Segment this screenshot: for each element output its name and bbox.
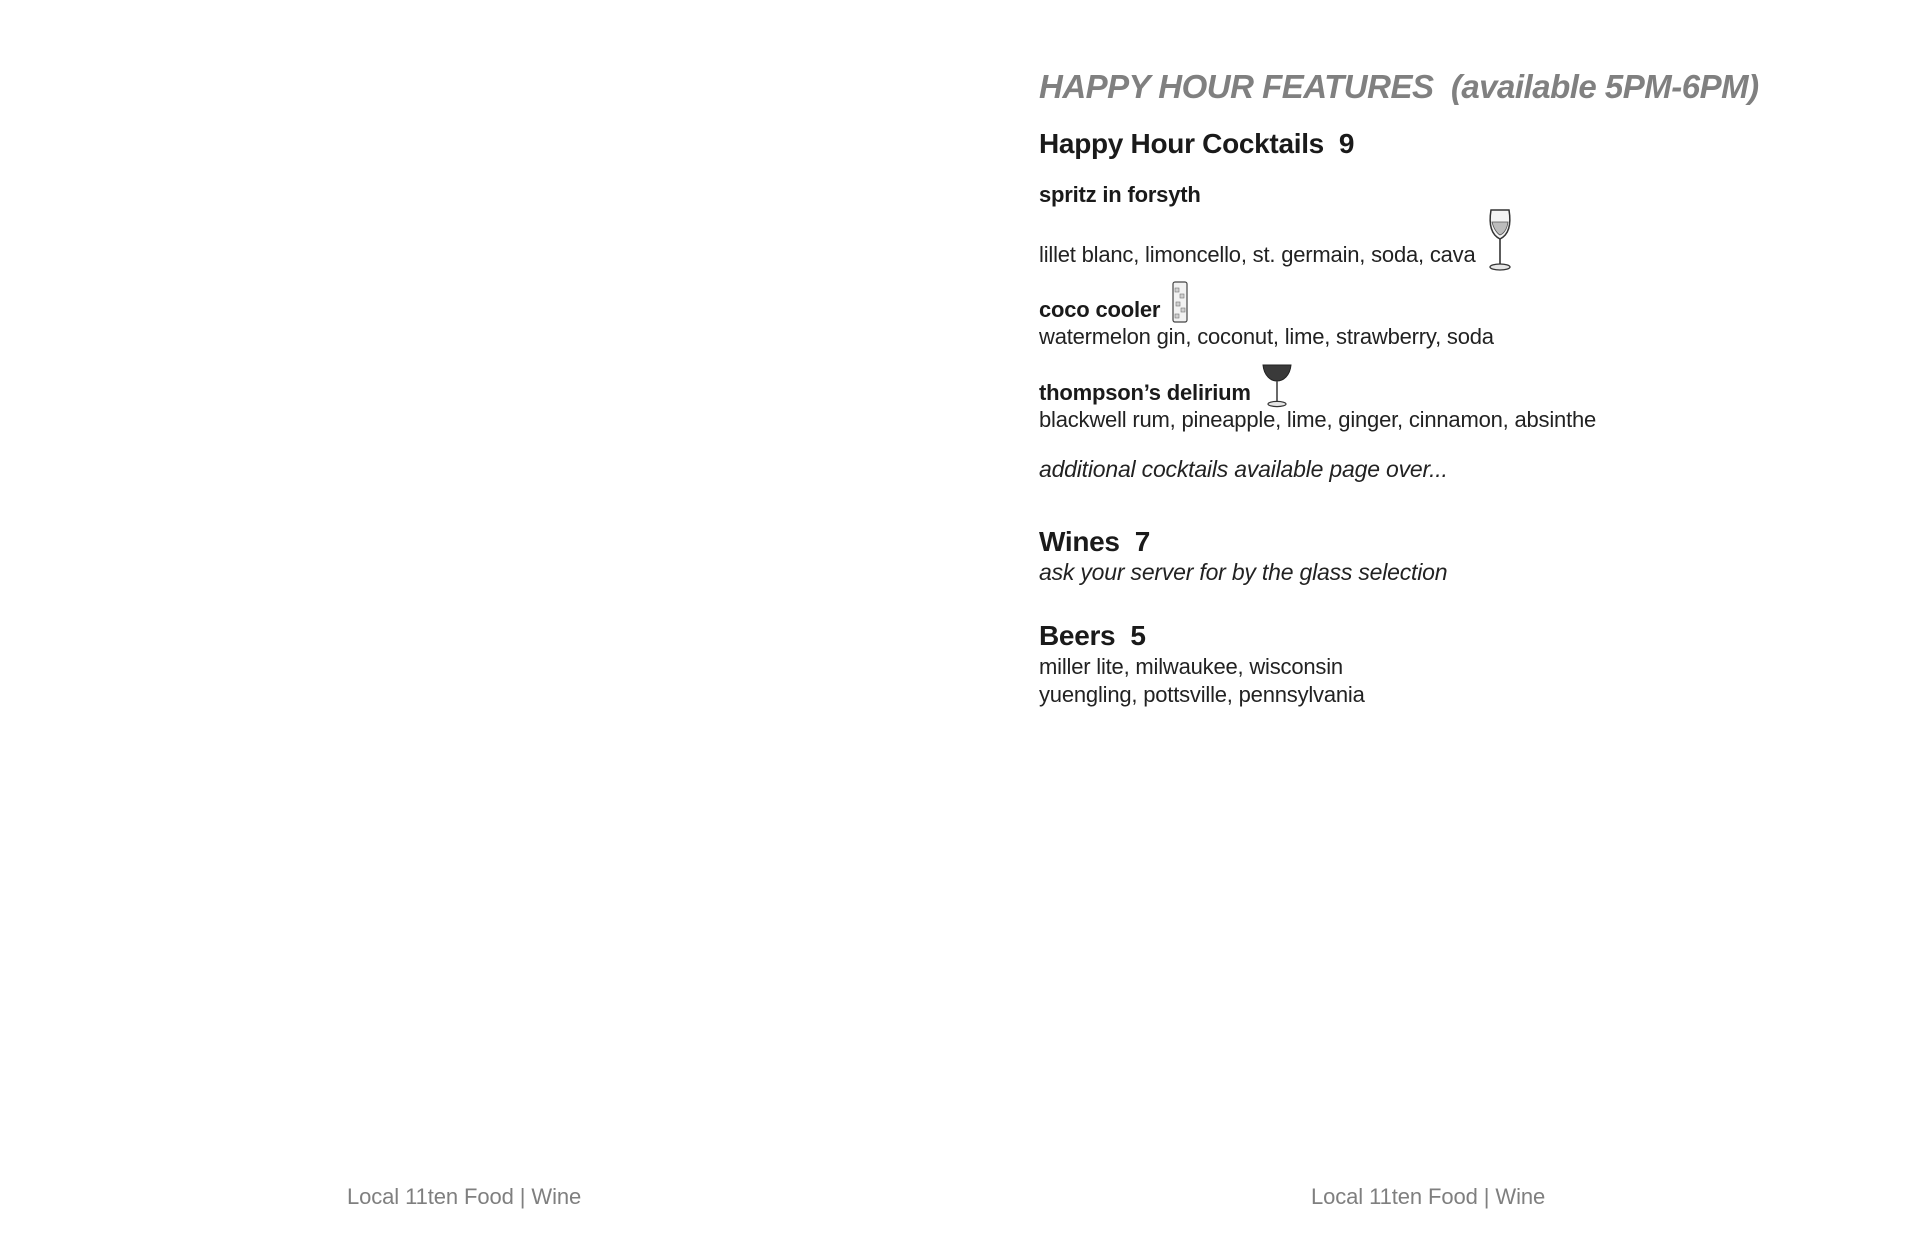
beers-heading-label: Beers [1039,620,1116,651]
cocktail-item [1039,280,1799,350]
cocktail-description-row [1039,208,1799,268]
beer-item: miller lite, milwaukee, wisconsin [1039,654,1343,679]
beers-price: 5 [1130,620,1146,651]
wines-note: ask your server for by the glass selection [1039,559,1448,585]
beers-heading [1039,619,1799,653]
wine-glass-icon [1486,208,1514,272]
cocktails-heading-label: Happy Hour Cocktails [1039,128,1324,159]
happy-hour-menu [1039,62,1799,709]
beer-item: yuengling, pottsville, pennsylvania [1039,682,1365,707]
cocktail-item [1039,362,1799,433]
wines-price: 7 [1134,526,1150,557]
happy-hour-title-text: HAPPY HOUR FEATURES [1039,68,1434,105]
cocktail-name: thompson’s delirium [1039,380,1251,405]
cocktail-name: spritz in forsyth [1039,182,1201,207]
happy-hour-title [1039,62,1799,112]
cocktail-name-row [1039,280,1799,323]
wines-heading-label: Wines [1039,526,1120,557]
coupe-glass-icon [1261,362,1293,408]
highball-glass-icon [1170,280,1190,324]
cocktail-description: blackwell rum, pineapple, lime, ginger, cinnamon, absinthe [1039,407,1597,432]
cocktail-item [1039,181,1799,268]
cocktails-heading [1039,127,1799,161]
cocktail-name: coco cooler [1039,297,1161,322]
footer-right: Local 11ten Food | Wine [1311,1184,1546,1209]
cocktails-note: additional cocktails available page over... [1039,456,1448,482]
wines-heading [1039,525,1799,559]
cocktail-description: lillet blanc, limoncello, st. germain, soda, cava [1039,242,1476,267]
happy-hour-availability: (available 5PM-6PM) [1450,68,1759,105]
footer-left: Local 11ten Food | Wine [347,1184,582,1209]
cocktails-price: 9 [1338,128,1355,159]
cocktail-name-row [1039,362,1799,406]
cocktail-description: watermelon gin, coconut, lime, strawberry, soda [1039,324,1494,349]
